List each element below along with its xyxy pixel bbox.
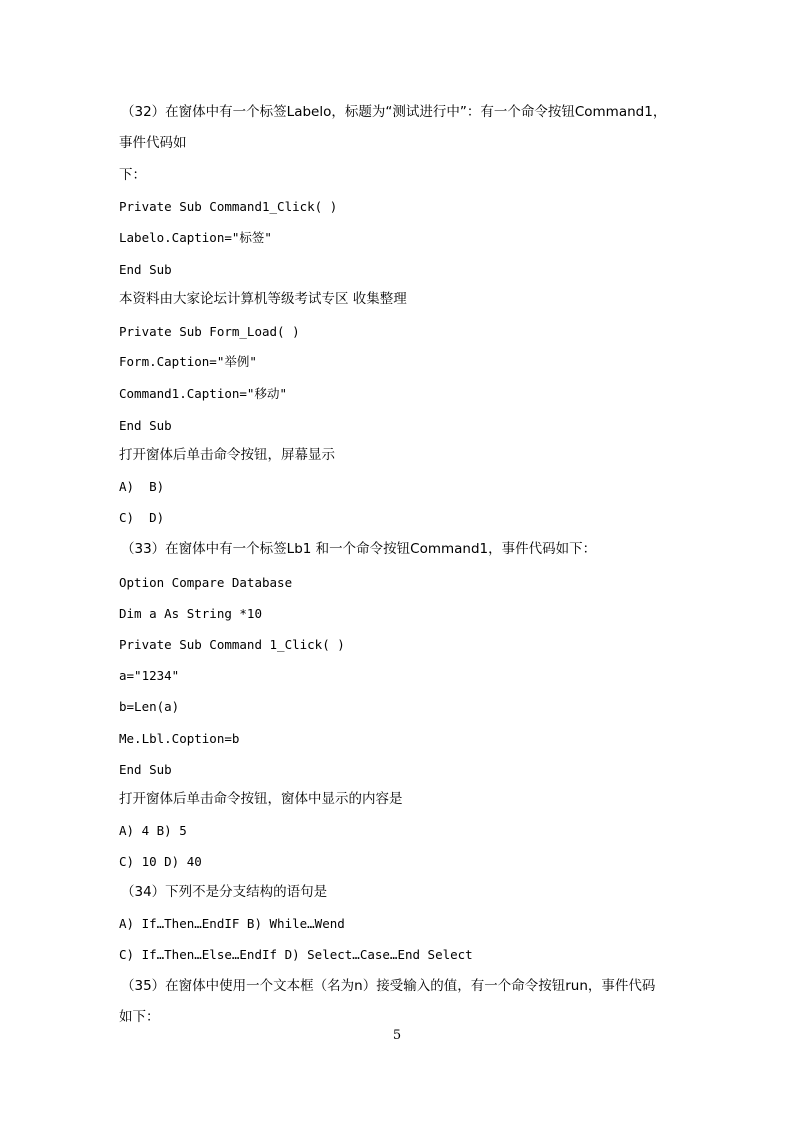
question-32-stem-cont: 事件代码如 <box>119 135 187 151</box>
answer-options: A) 4 B) 5 <box>119 823 187 838</box>
question-35-stem-cont: 如下： <box>119 1009 160 1025</box>
answer-options: A) If…Then…EndIF B) While…Wend <box>119 916 345 931</box>
code-line: b=Len(a) <box>119 699 180 714</box>
code-line: Form.Caption="举例" <box>119 354 257 369</box>
question-35-stem: （35）在窗体中使用一个文本框（名为n）接受输入的值，有一个命令按钮run，事件代码 <box>121 978 656 994</box>
code-line: End Sub <box>119 418 172 433</box>
page-number: 5 <box>392 1028 402 1043</box>
question-33-prompt: 打开窗体后单击命令按钮，窗体中显示的内容是 <box>119 791 403 807</box>
code-line: a="1234" <box>119 668 180 683</box>
question-32-prompt: 打开窗体后单击命令按钮，屏幕显示 <box>119 447 335 463</box>
code-line: Dim a As String *10 <box>119 606 262 621</box>
answer-options: C) If…Then…Else…EndIf D) Select…Case…End Select <box>119 947 473 962</box>
question-32-stem-cont2: 下： <box>119 167 146 183</box>
code-line: Private Sub Command1_Click( ) <box>119 199 338 214</box>
code-line: End Sub <box>119 762 172 777</box>
code-line: Me.Lbl.Coption=b <box>119 731 240 746</box>
code-line: Labelo.Caption="标签" <box>119 230 272 245</box>
code-line: Command1.Caption="移动" <box>119 386 287 401</box>
question-33-stem: （33）在窗体中有一个标签Lb1 和一个命令按钮Command1，事件代码如下： <box>121 541 597 557</box>
code-line: Private Sub Command 1_Click( ) <box>119 637 345 652</box>
code-line: End Sub <box>119 262 172 277</box>
answer-options: C) 10 D) 40 <box>119 854 202 869</box>
watermark-note: 本资料由大家论坛计算机等级考试专区 收集整理 <box>119 291 407 307</box>
question-32-stem: （32）在窗体中有一个标签Labelo，标题为“测试进行中”：有一个命令按钮Command1， <box>121 104 667 120</box>
code-line: Option Compare Database <box>119 575 293 590</box>
question-34-stem: （34）下列不是分支结构的语句是 <box>121 884 328 900</box>
answer-options: A) B) <box>119 479 165 494</box>
code-line: Private Sub Form_Load( ) <box>119 324 300 339</box>
answer-options: C) D) <box>119 510 165 525</box>
